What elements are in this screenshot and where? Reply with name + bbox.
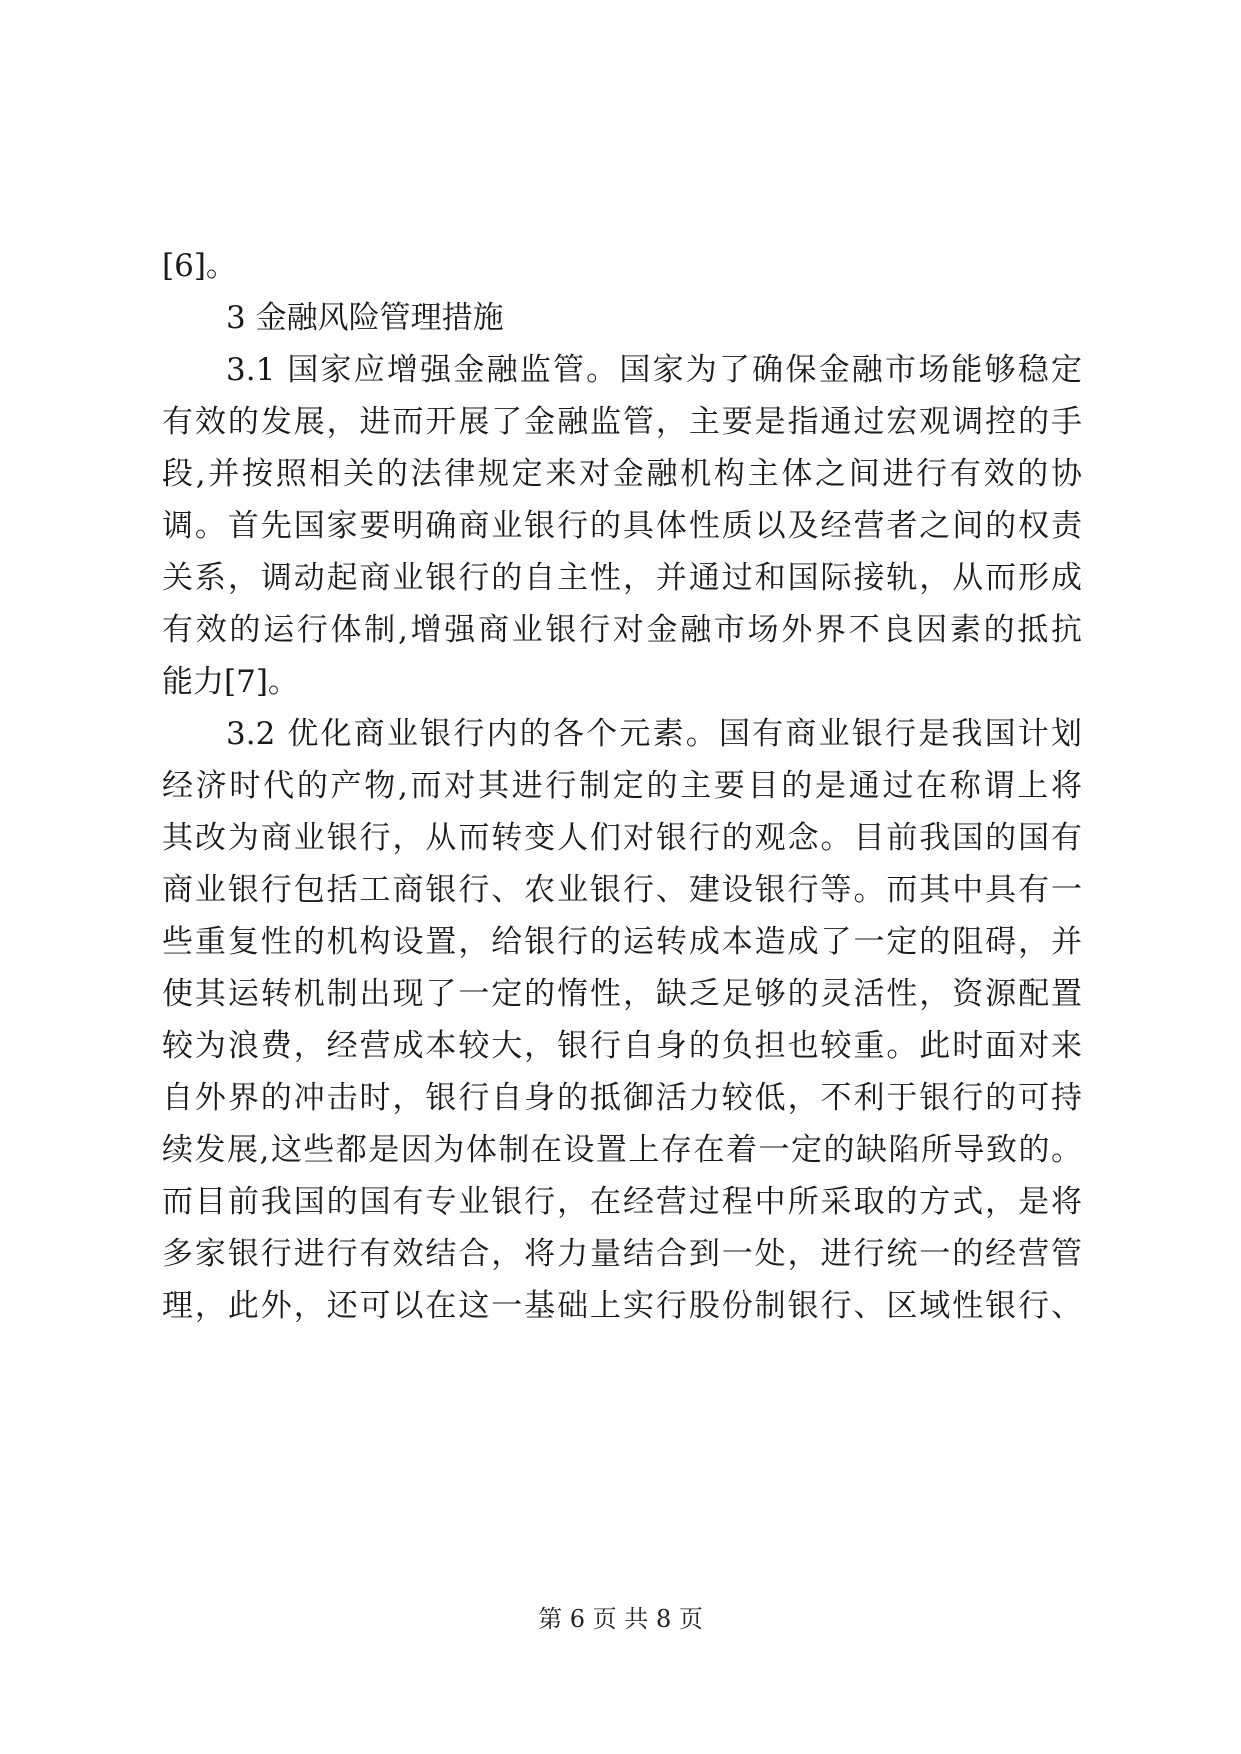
text-line: 有效的运行体制,增强商业银行对金融市场外界不良因素的抵抗 [162, 612, 1082, 648]
text-line: 关系，调动起商业银行的自主性，并通过和国际接轨，从而形成 [162, 560, 1082, 596]
text-line: 其改为商业银行，从而转变人们对银行的观念。目前我国的国有 [162, 820, 1082, 856]
text-line: 较为浪费，经营成本较大，银行自身的负担也较重。此时面对来 [162, 1028, 1082, 1064]
page-footer: 第 6 页 共 8 页 [538, 1605, 703, 1633]
text-line: 多家银行进行有效结合，将力量结合到一处，进行统一的经营管 [162, 1236, 1082, 1272]
text-line: 3 金融风险管理措施 [226, 300, 504, 336]
text-line: 而目前我国的国有专业银行，在经营过程中所采取的方式，是将 [162, 1184, 1082, 1220]
text-line: 能力[7]。 [162, 664, 299, 700]
text-line: 理，此外，还可以在这一基础上实行股份制银行、区域性银行、 [162, 1288, 1082, 1324]
body-text [162, 240, 1082, 1332]
text-line: 有效的发展，进而开展了金融监管，主要是指通过宏观调控的手 [162, 404, 1082, 440]
text-line: 3.2 优化商业银行内的各个元素。国有商业银行是我国计划 [226, 716, 1082, 752]
text-line: 自外界的冲击时，银行自身的抵御活力较低，不利于银行的可持 [162, 1080, 1082, 1116]
text-line: [6]。 [162, 248, 237, 284]
text-line: 商业银行包括工商银行、农业银行、建设银行等。而其中具有一 [162, 872, 1082, 908]
text-line: 些重复性的机构设置，给银行的运转成本造成了一定的阻碍，并 [162, 924, 1082, 960]
text-line: 段,并按照相关的法律规定来对金融机构主体之间进行有效的协 [162, 456, 1082, 492]
text-line: 调。首先国家要明确商业银行的具体性质以及经营者之间的权责 [162, 508, 1082, 544]
text-line: 续发展,这些都是因为体制在设置上存在着一定的缺陷所导致的。 [162, 1132, 1082, 1168]
text-line: 经济时代的产物,而对其进行制定的主要目的是通过在称谓上将 [162, 768, 1082, 804]
text-line: 使其运转机制出现了一定的惰性，缺乏足够的灵活性，资源配置 [162, 976, 1082, 1012]
text-line: 3.1 国家应增强金融监管。国家为了确保金融市场能够稳定 [226, 352, 1082, 388]
